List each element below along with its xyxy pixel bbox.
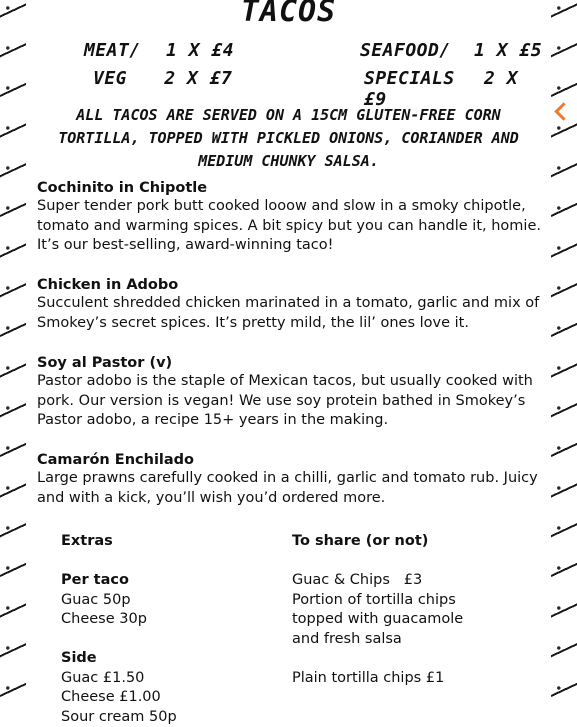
menu-item bbox=[37, 354, 545, 431]
veg-label: VEG bbox=[93, 68, 127, 89]
item-description: Pastor adobo is the staple of Mexican tacos, but usually cooked with pork. Our version is vegan! We use soy protein bathed in Smokey’s Pastor adobo, a recipe 15+ years in the making. bbox=[37, 372, 545, 431]
menu-item bbox=[37, 451, 545, 508]
price-seafood bbox=[360, 40, 542, 61]
menu-title: TACOS bbox=[26, 0, 551, 29]
item-name: Cochinito in Chipotle bbox=[37, 179, 545, 197]
extra-item: Cheese £1.00 bbox=[61, 688, 177, 708]
extras-section bbox=[61, 532, 177, 727]
guac-chips-description: Portion of tortilla chips topped with guacamole and fresh salsa bbox=[292, 591, 482, 650]
price-meat bbox=[84, 40, 234, 61]
seafood-price: 1 X £5 bbox=[474, 40, 542, 61]
menu-page bbox=[26, 0, 551, 721]
extra-item: Cheese 30p bbox=[61, 610, 177, 630]
menu-item bbox=[37, 276, 545, 333]
meat-price: 1 X £4 bbox=[166, 40, 234, 61]
specials-label: SPECIALS bbox=[364, 68, 455, 89]
share-section bbox=[292, 532, 482, 688]
plain-chips-item: Plain tortilla chips £1 bbox=[292, 669, 482, 689]
specials-price: 2 X £9 bbox=[364, 68, 518, 110]
extra-item: Guac 50p bbox=[61, 591, 177, 611]
item-description: Succulent shredded chicken marinated in a tomato, garlic and mix of Smokey’s secret spices. It’s pretty mild, the lil’ ones love it. bbox=[37, 294, 545, 333]
extra-item: Guac £1.50 bbox=[61, 669, 177, 689]
item-description: Super tender pork butt cooked looow and slow in a smoky chipotle, tomato and warming spices. A bit spicy but you can handle it, homie. It’s our best-selling, award-winning taco! bbox=[37, 197, 545, 256]
guac-chips-item: Guac & Chips £3 bbox=[292, 571, 482, 591]
share-heading: To share (or not) bbox=[292, 532, 482, 552]
price-veg bbox=[93, 68, 232, 89]
extras-heading: Extras bbox=[61, 532, 177, 552]
seafood-label: SEAFOOD/ bbox=[360, 40, 451, 61]
extra-item: Sour cream 50p bbox=[61, 708, 177, 727]
veg-price: 2 X £7 bbox=[164, 68, 232, 89]
item-name: Chicken in Adobo bbox=[37, 276, 545, 294]
side-heading: Side bbox=[61, 649, 177, 669]
item-name: Camarón Enchilado bbox=[37, 451, 545, 469]
menu-item bbox=[37, 179, 545, 256]
taco-pattern-left bbox=[0, 0, 26, 721]
item-description: Large prawns carefully cooked in a chilli, garlic and tomato rub. Juicy and with a kick, you’ll wish you’d ordered more. bbox=[37, 469, 545, 508]
taco-pattern-right bbox=[551, 0, 577, 721]
item-name: Soy al Pastor (v) bbox=[37, 354, 545, 372]
serving-notice: ALL TACOS ARE SERVED ON A 15CM GLUTEN-FREE CORN TORTILLA, TOPPED WITH PICKLED ONIONS, CORIANDER AND MEDIUM CHUNKY SALSA. bbox=[40, 104, 537, 173]
per-taco-heading: Per taco bbox=[61, 571, 177, 591]
meat-label: MEAT/ bbox=[84, 40, 141, 61]
